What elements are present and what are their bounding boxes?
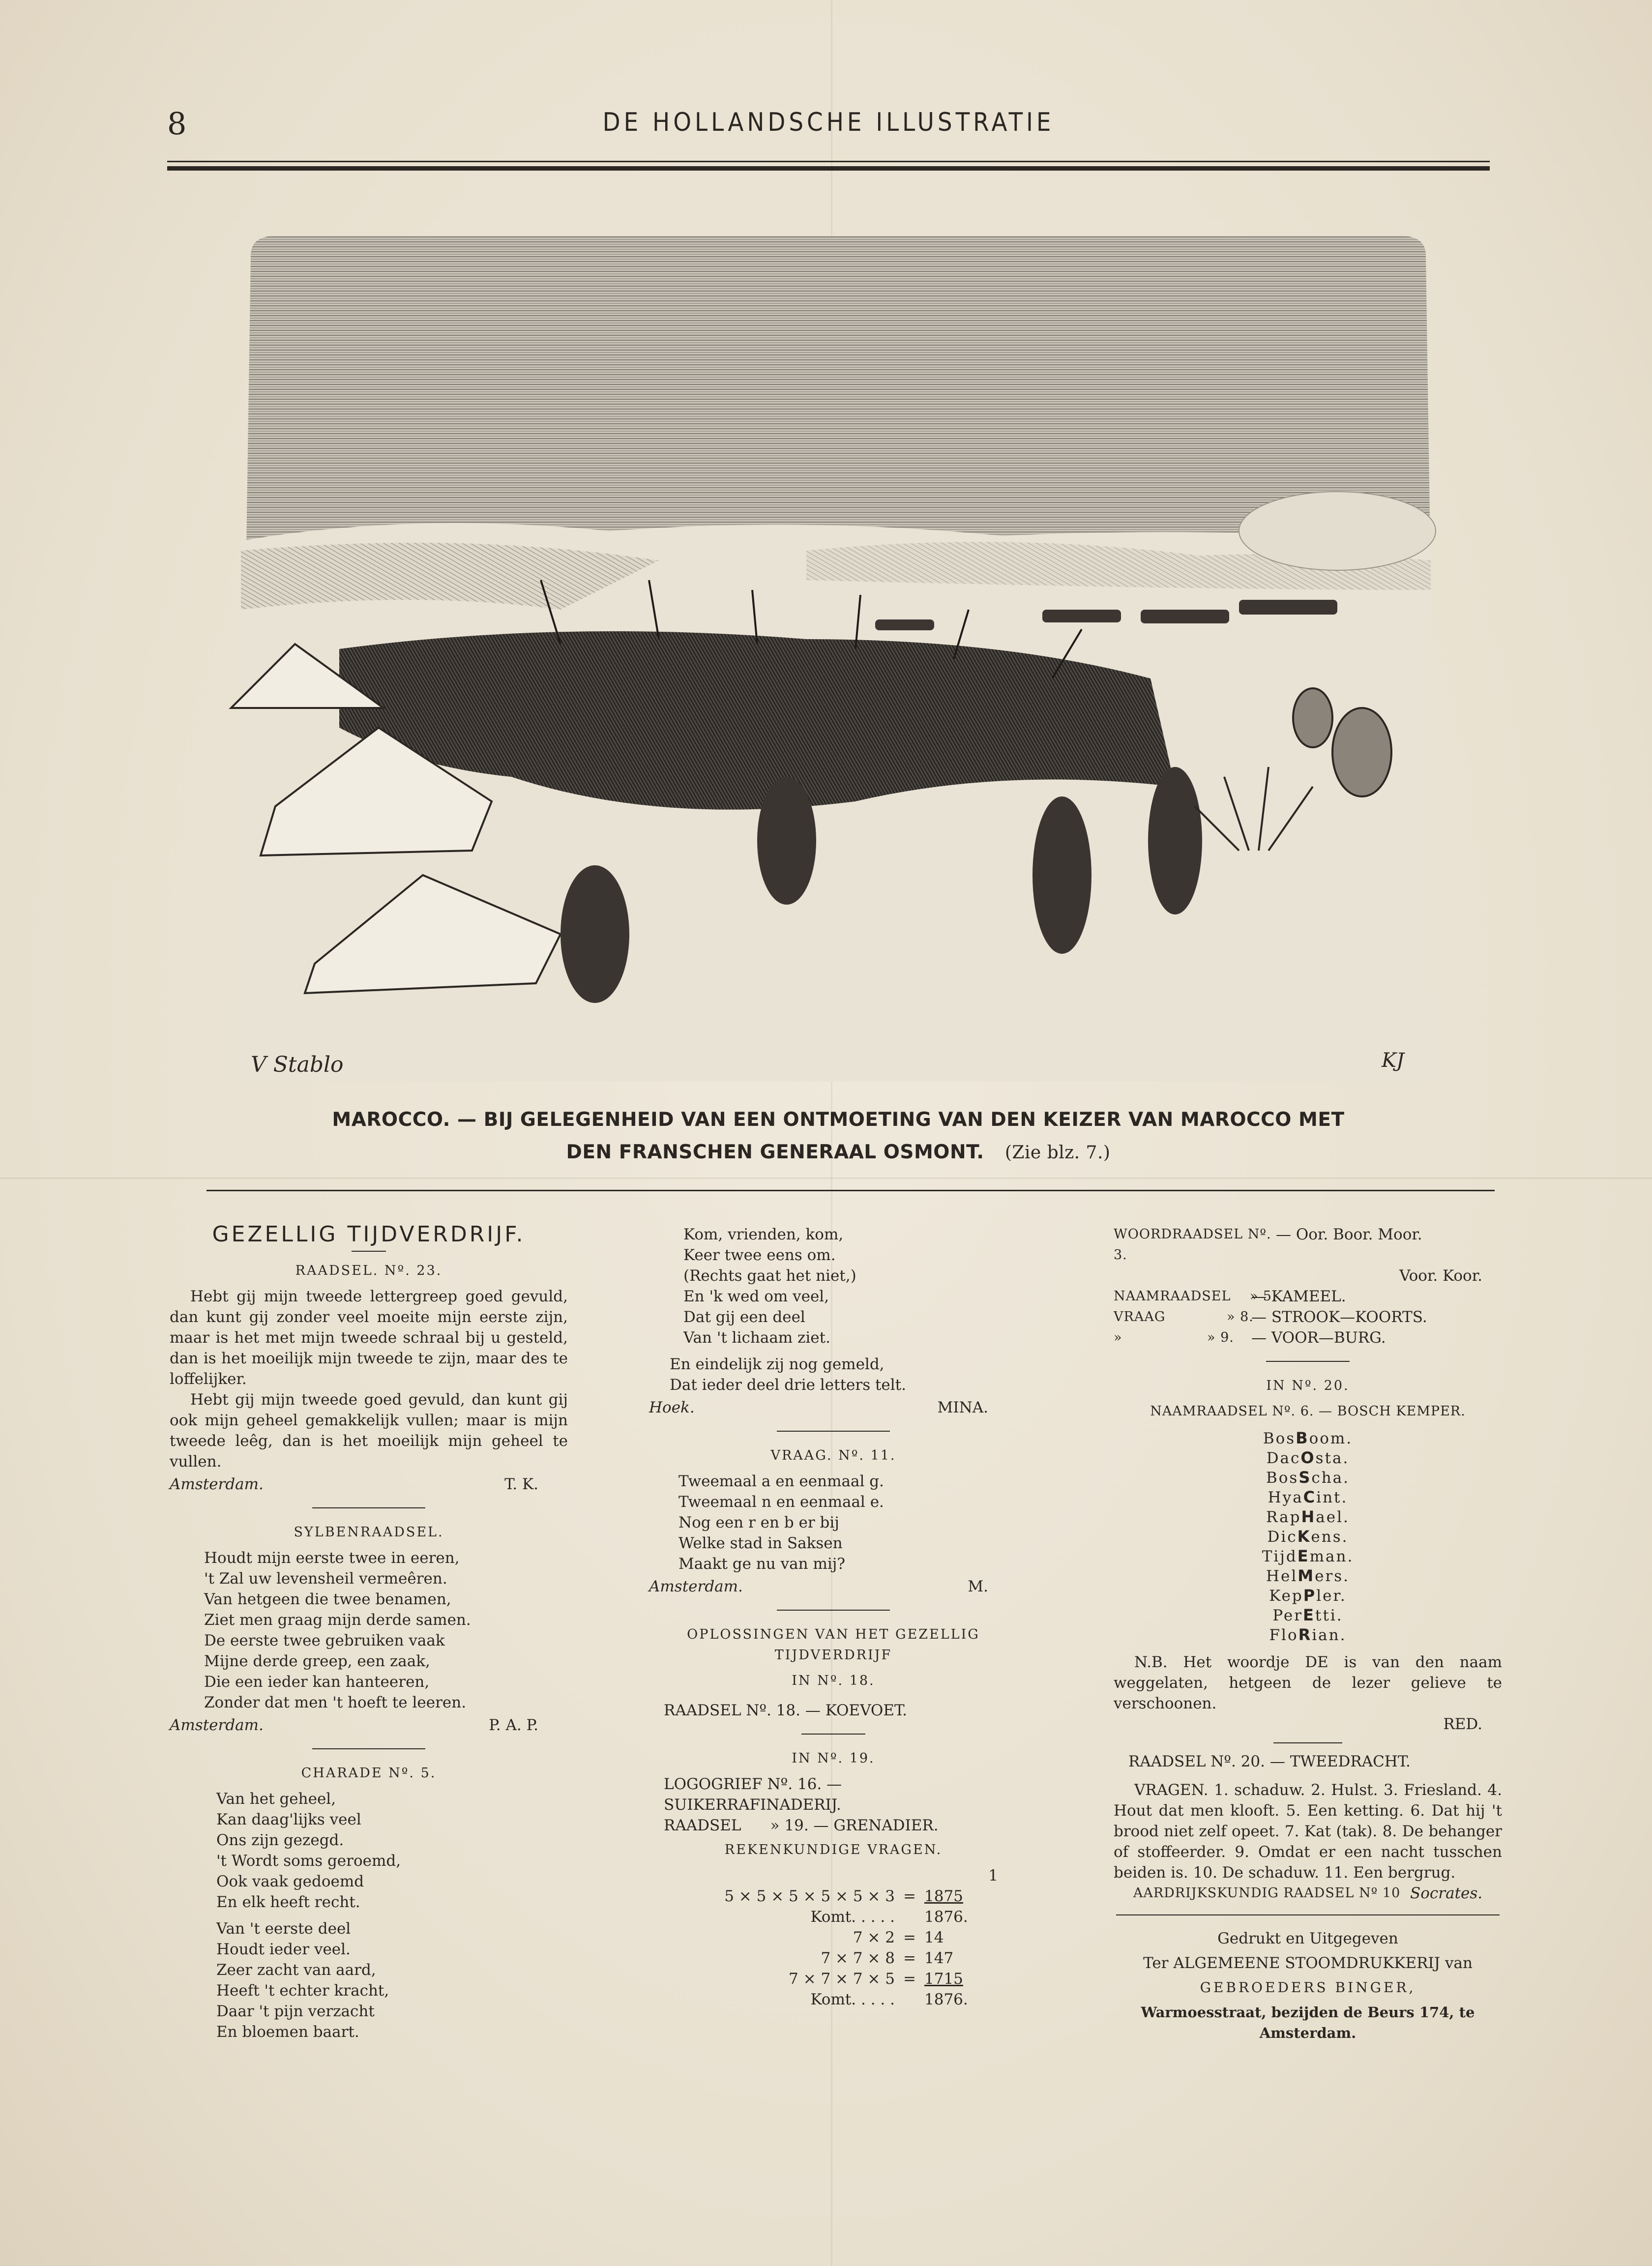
acrostic-suffix: sta. <box>1315 1449 1350 1467</box>
smoke-cloud <box>1239 492 1436 570</box>
solution-value: — STROOK—KOORTS. <box>1251 1308 1427 1326</box>
acrostic-prefix: Kep <box>1269 1587 1303 1605</box>
calc-eq <box>895 1907 924 1927</box>
imprint-line-1: Gedrukt en Uitgegeven <box>1217 1930 1398 1947</box>
verse-line: Van 't eerste deel <box>216 1920 351 1938</box>
acrostic-letter: P <box>1303 1586 1317 1605</box>
verse-line: Die een ieder kan hanteeren, <box>204 1673 430 1691</box>
paper-fold-horizontal <box>0 1177 1652 1179</box>
separator <box>777 1431 890 1432</box>
heading-underline <box>352 1251 386 1252</box>
signature-author: MINA. <box>937 1399 988 1416</box>
acrostic-letter: B <box>1296 1429 1309 1447</box>
calc-eq: = <box>903 1929 916 1946</box>
acrostic-suffix: man. <box>1309 1548 1354 1565</box>
solution-woordraadsel-3 <box>1114 1224 1502 1265</box>
verse-line: Tweemaal a en eenmaal g. <box>678 1472 884 1490</box>
calc-rhs: 1875 <box>924 1887 963 1905</box>
acrostic-letter: S <box>1298 1468 1312 1487</box>
separator <box>801 1734 865 1735</box>
signature-author: P. A. P. <box>489 1716 538 1734</box>
verse-line: Ziet men graag mijn derde samen. <box>204 1611 471 1629</box>
calc-row <box>649 1948 1018 1969</box>
calc-lhs: 7 × 7 × 8 <box>821 1949 895 1967</box>
verse-line: Nog een r en b er bij <box>678 1514 839 1531</box>
acrostic-row <box>1114 1488 1502 1507</box>
acrostic-prefix: Bos <box>1263 1430 1296 1447</box>
imprint-line-3: GEBROEDERS BINGER, <box>1200 1979 1416 1996</box>
acrostic-row <box>1114 1606 1502 1625</box>
verse-line: Daar 't pijn verzacht <box>216 2002 375 2020</box>
calc-row <box>649 1907 1018 1927</box>
calc-lhs: Komt. . . . . <box>810 1991 895 2008</box>
verse-line: Maakt ge nu van mij? <box>678 1555 845 1573</box>
solutions-title: OPLOSSINGEN VAN HET GEZELLIG TIJDVERDRIJF <box>687 1627 980 1663</box>
solutions-19-title: IN Nº. 19. <box>792 1751 875 1766</box>
separator <box>777 1610 890 1611</box>
verse-line: Kan daag'lijks veel <box>216 1811 361 1828</box>
acrostic-row <box>1114 1448 1502 1468</box>
section-heading: GEZELLIG TIJDVERDRIJF. <box>212 1222 526 1247</box>
verse-line: Mijne derde greep, een zaak, <box>204 1652 430 1670</box>
imprint-line-2: Ter ALGEMEENE STOOMDRUKKERIJ van <box>1143 1954 1473 1972</box>
caption-page-ref: (Zie blz. 7.) <box>1004 1143 1111 1163</box>
verse-line: Kom, vrienden, kom, <box>683 1226 844 1243</box>
acrostic-letter: K <box>1297 1527 1311 1546</box>
verse-line: Keer twee eens om. <box>683 1246 836 1264</box>
engraving-illustration <box>216 236 1460 1082</box>
solution-raadsel-19: RAADSEL » 19. — GRENADIER. <box>664 1817 939 1834</box>
sylbenraadsel-verse <box>170 1548 568 1713</box>
editor-note: N.B. Het woordje DE is van den naam weggelaten, hetgeen de lezer gelieve te verschoonen. <box>1114 1653 1502 1712</box>
raadsel-23-title: RAADSEL. Nº. 23. <box>295 1263 442 1278</box>
verse-line: Van hetgeen die twee benamen, <box>204 1590 451 1608</box>
rekenkundige-number: 1 <box>988 1867 998 1884</box>
solution-key: » » 9. <box>1114 1330 1234 1345</box>
vraag-11-signature <box>649 1576 1018 1597</box>
verse-line: Van 't lichaam ziet. <box>683 1329 830 1347</box>
raadsel-23-signature <box>170 1474 568 1495</box>
calc-row <box>649 1989 1018 2010</box>
calc-lhs: 7 × 7 × 7 × 5 <box>789 1970 895 1988</box>
verse-line: Houdt mijn eerste twee in eeren, <box>204 1549 460 1567</box>
charade-signature <box>649 1397 1018 1418</box>
solutions-subtitle: IN Nº. 18. <box>792 1673 875 1688</box>
acrostic-letter: E <box>1303 1606 1315 1624</box>
vraag-11-verse <box>649 1471 1018 1574</box>
solution-vraag-8 <box>1114 1307 1502 1327</box>
solution-vraag-9 <box>1114 1327 1502 1348</box>
charade-verse-a <box>170 1789 568 1913</box>
calc-eq: = <box>903 1949 916 1967</box>
calc-rhs: 14 <box>924 1929 944 1946</box>
running-title: DE HOLLANDSCHE ILLUSTRATIE <box>602 108 1055 137</box>
acrostic-row <box>1114 1547 1502 1566</box>
signature-place: Amsterdam. <box>170 1475 264 1493</box>
acrostic-prefix: Per <box>1272 1607 1303 1624</box>
solution-raadsel-18: RAADSEL Nº. 18. — KOEVOET. <box>664 1702 907 1719</box>
acrostic-suffix: ens. <box>1311 1528 1349 1546</box>
verse-line: Ook vaak gedoemd <box>216 1873 364 1890</box>
acrostic-prefix: Hya <box>1268 1489 1303 1506</box>
verse-line: Heeft 't echter kracht, <box>216 1982 389 2000</box>
verse-line: En bloemen baart. <box>216 2023 359 2041</box>
charade-final-lines <box>649 1354 1018 1395</box>
page-header <box>167 106 1490 145</box>
acrostic-suffix: ler. <box>1316 1587 1347 1605</box>
calc-lhs: 7 × 2 <box>853 1929 895 1946</box>
separator <box>1266 1361 1350 1362</box>
calc-lhs: 5 × 5 × 5 × 5 × 5 × 3 <box>724 1887 895 1905</box>
verse-line: En elk heeft recht. <box>216 1893 360 1911</box>
calc-row <box>649 1886 1018 1907</box>
acrostic-row <box>1114 1507 1502 1527</box>
acrostic-row <box>1114 1468 1502 1488</box>
verse-line: Dat ieder deel drie letters telt. <box>670 1376 906 1394</box>
acrostic-letter: M <box>1298 1566 1315 1585</box>
solution-raadsel-20: RAADSEL Nº. 20. — TWEEDRACHT. <box>1128 1753 1411 1770</box>
solution-naamraadsel-6: NAAMRAADSEL Nº. 6. — BOSCH KEMPER. <box>1150 1404 1466 1419</box>
verse-line: Ons zijn gezegd. <box>216 1831 344 1849</box>
solution-value: Socrates. <box>1410 1884 1483 1902</box>
column-2 <box>649 1224 1018 2010</box>
calc-eq: = <box>903 1970 916 1988</box>
editor-note-signature: RED. <box>1443 1715 1482 1733</box>
separator <box>1273 1742 1342 1743</box>
verse-line: Houdt ieder veel. <box>216 1941 351 1958</box>
verse-line: 't Zal uw levensheil vermeêren. <box>204 1570 447 1588</box>
acrostic-row <box>1114 1527 1502 1547</box>
verse-line: Welke stad in Saksen <box>678 1534 843 1552</box>
acrostic-prefix: Rap <box>1266 1508 1301 1526</box>
verse-line: Van het geheel, <box>216 1790 336 1808</box>
verse-line: Dat gij een deel <box>683 1308 805 1326</box>
solution-value: — VOOR—BURG. <box>1251 1329 1386 1347</box>
engraving-svg <box>216 236 1460 1082</box>
verse-line: 't Wordt soms geroemd, <box>216 1852 401 1870</box>
acrostic-prefix: Tijd <box>1262 1548 1298 1565</box>
solution-woordraadsel-3-cont: Voor. Koor. <box>1399 1267 1482 1285</box>
verse-line: De eerste twee gebruiken vaak <box>204 1632 445 1649</box>
calc-row <box>649 1969 1018 1989</box>
acrostic-letter: H <box>1301 1507 1316 1526</box>
calculation-block <box>649 1886 1018 2010</box>
verse-line: Zeer zacht van aard, <box>216 1961 376 1979</box>
caption-line-2: DEN FRANSCHEN GENERAAL OSMONT. <box>566 1141 984 1163</box>
imprint-line-4: Warmoesstraat, bezijden de Beurs 174, te Amsterdam. <box>1141 2004 1475 2041</box>
calc-eq <box>895 1989 924 2010</box>
vraag-11-title: VRAAG. Nº. 11. <box>770 1448 896 1463</box>
verse-line: Zonder dat men 't hoeft te leeren. <box>204 1694 467 1711</box>
verse-line: En eindelijk zij nog gemeld, <box>670 1355 885 1373</box>
solution-aardrijkskundig-10 <box>1114 1883 1502 1904</box>
acrostic-row <box>1114 1625 1502 1645</box>
calc-lhs: Komt. . . . . <box>810 1908 895 1926</box>
calc-rhs: 1876. <box>924 1908 968 1926</box>
acrostic-suffix: ers. <box>1315 1567 1350 1585</box>
verse-line: (Rechts gaat het niet,) <box>683 1267 856 1285</box>
charade-verse-b <box>170 1918 568 2042</box>
printer-imprint <box>1114 1928 1502 2043</box>
illustration-caption <box>216 1104 1460 1169</box>
acrostic-letter: E <box>1297 1547 1310 1565</box>
solution-value: — KAMEEL. <box>1251 1288 1346 1305</box>
column-3 <box>1114 1224 1502 2043</box>
acrostic-suffix: ian. <box>1312 1626 1347 1644</box>
artist-signature-right: KJ <box>1382 1049 1404 1072</box>
solution-key: AARDRIJKSKUNDIG RAADSEL Nº 10 <box>1133 1885 1401 1901</box>
acrostic-prefix: Hel <box>1266 1567 1298 1585</box>
calc-eq: = <box>903 1887 916 1905</box>
column-1 <box>170 1224 568 2042</box>
caption-line-1: MAROCCO. — BIJ GELEGENHEID VAN EEN ONTMOETING VAN DEN KEIZER VAN MAROCCO MET <box>332 1109 1345 1131</box>
solutions-20-title: IN Nº. 20. <box>1266 1378 1350 1393</box>
acrostic-prefix: Dic <box>1267 1528 1298 1546</box>
separator <box>312 1748 425 1749</box>
signature-place: Amsterdam. <box>170 1716 264 1734</box>
acrostic-suffix: int. <box>1316 1489 1348 1506</box>
acrostic-suffix: tti. <box>1315 1607 1343 1624</box>
sylbenraadsel-signature <box>170 1715 568 1736</box>
name-acrostic <box>1114 1429 1502 1645</box>
solution-key: NAAMRAADSEL » 5. <box>1114 1289 1277 1304</box>
header-rule-thick <box>167 166 1490 171</box>
acrostic-suffix: ael. <box>1316 1508 1350 1526</box>
calc-row <box>649 1927 1018 1948</box>
acrostic-prefix: Bos <box>1266 1469 1299 1487</box>
verse-line: En 'k wed om veel, <box>683 1288 829 1305</box>
rekenkundige-vragen-title: REKENKUNDIGE VRAGEN. <box>724 1842 943 1857</box>
solution-key: WOORDRAADSEL Nº. 3. <box>1114 1227 1271 1263</box>
calc-rhs: 1876. <box>924 1991 968 2008</box>
solution-logogrief-16: LOGOGRIEF Nº. 16. — SUIKERRAFINADERIJ. <box>664 1775 842 1814</box>
signature-place: Hoek. <box>649 1399 695 1416</box>
section-rule <box>206 1190 1495 1191</box>
acrostic-row <box>1114 1566 1502 1586</box>
solution-naamraadsel-5 <box>1114 1286 1502 1307</box>
charade-title: CHARADE Nº. 5. <box>301 1766 437 1781</box>
solution-vragen: VRAGEN. 1. schaduw. 2. Hulst. 3. Friesland. 4. Hout dat men klooft. 5. Een ketting. 6. Dat hij 't brood niet zelf opeet. 7. Kat (tak). 8. De behanger of stoffeerder. 9. Omdat er een nacht tusschen beiden is. 10. De schaduw. 11. Een bergrug. <box>1114 1781 1502 1882</box>
solution-value: — Oor. Boor. Moor. <box>1276 1226 1422 1243</box>
signature-author: M. <box>968 1578 988 1595</box>
acrostic-letter: O <box>1300 1448 1316 1467</box>
imprint-rule <box>1116 1914 1500 1915</box>
charade-continuation <box>649 1224 1018 1348</box>
page-number: 8 <box>167 106 187 142</box>
solution-key: VRAAG » 8. <box>1114 1309 1254 1324</box>
signature-author: T. K. <box>504 1475 538 1493</box>
acrostic-suffix: cha. <box>1311 1469 1350 1487</box>
acrostic-suffix: oom. <box>1309 1430 1353 1447</box>
separator <box>312 1507 425 1508</box>
raadsel-23-paragraph-1: Hebt gij mijn tweede lettergreep goed gevuld, dan kunt gij zonder veel moeite mijn eerste zijn, maar is het met mijn tweede schraal bij u gesteld, dan is het moeilijk mijn tweede te zijn, maar des te loffelijker. <box>170 1288 568 1388</box>
acrostic-letter: R <box>1298 1625 1312 1644</box>
calc-rhs: 1715 <box>924 1970 963 1988</box>
header-rule-thin <box>167 161 1490 162</box>
signature-place: Amsterdam. <box>649 1578 743 1595</box>
acrostic-letter: C <box>1303 1488 1317 1506</box>
verse-line: Tweemaal n en eenmaal e. <box>678 1493 884 1511</box>
acrostic-row <box>1114 1429 1502 1448</box>
calc-rhs: 147 <box>924 1949 954 1967</box>
raadsel-23-paragraph-2: Hebt gij mijn tweede goed gevuld, dan kunt gij ook mijn geheel gemakkelijk vullen; maar is mijn tweede leêg, dan is het moeilijk mijn geheel te vullen. <box>170 1391 568 1471</box>
acrostic-prefix: Dac <box>1266 1449 1301 1467</box>
sylbenraadsel-title: SYLBENRAADSEL. <box>294 1525 444 1540</box>
acrostic-row <box>1114 1586 1502 1606</box>
acrostic-prefix: Flo <box>1269 1626 1298 1644</box>
artist-signature-left: V Stablo <box>251 1052 344 1077</box>
